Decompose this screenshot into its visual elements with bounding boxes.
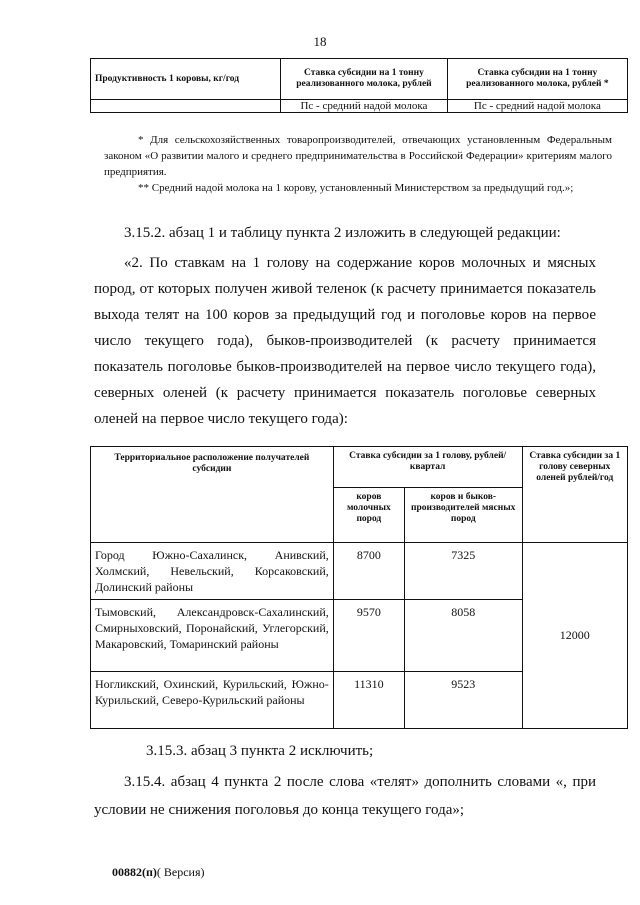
- footer-version: ( Версия): [156, 865, 205, 879]
- table2-reindeer-value: 12000: [522, 543, 627, 729]
- table1-cell: Пс - средний надой молока: [447, 100, 627, 113]
- milk-subsidy-table: [90, 58, 628, 113]
- table2-header-location: Территориальное расположение получателей субсидии: [91, 447, 334, 543]
- page-number: 18: [313, 34, 327, 49]
- paragraph-3-15-2: 3.15.2. абзац 1 и таблицу пункта 2 изложить в следующей редакции:: [124, 225, 561, 241]
- table1-header-productivity: Продуктивность 1 коровы, кг/год: [91, 59, 281, 100]
- table2-header-reindeer: Ставка субсидии за 1 голову северных оленей рублей/год: [522, 447, 627, 543]
- document-footer: [112, 865, 205, 880]
- footnote-one: * Для сельскохозяйственных товаропроизводителей, отвечающих установленным Федеральным законом «О развитии малого и среднего предпринимательства в Российской Федерации» критериям малого предприятия.: [104, 134, 612, 178]
- table1-header-rate-small: Ставка субсидии на 1 тонну реализованного молока, рублей *: [447, 59, 627, 100]
- footer-code: 00882(п): [112, 865, 157, 879]
- table2-beef-value: 8058: [404, 600, 522, 672]
- table2-beef-value: 9523: [404, 672, 522, 729]
- paragraph-3-15-4: 3.15.4. абзац 4 пункта 2 после слова «телят» дополнить словами «, при условии не снижения поголовья до конца текущего года»;: [94, 774, 596, 818]
- table2-header-rate-quarter: Ставка субсидии за 1 голову, рублей/квартал: [333, 447, 522, 488]
- table2-dairy-value: 9570: [333, 600, 404, 672]
- table2-location: Тымовский, Александровск-Сахалинский, Смирныховский, Поронайский, Углегорский, Макаровский, Томаринский районы: [91, 600, 334, 672]
- paragraph-3-15-3: 3.15.3. абзац 3 пункта 2 исключить;: [146, 743, 374, 759]
- table2-location: Ногликский, Охинский, Курильский, Южно-Курильский, Северо-Курильский районы: [91, 672, 334, 729]
- table2-dairy-value: 11310: [333, 672, 404, 729]
- footnote-two: ** Средний надой молока на 1 корову, установленный Министерством за предыдущий год.»;: [138, 182, 574, 194]
- table1-header-rate: Ставка субсидии на 1 тонну реализованного молока, рублей: [281, 59, 448, 100]
- table2-header-beef: коров и быков-производителей мясных пород: [404, 488, 522, 543]
- livestock-subsidy-table: [90, 446, 628, 729]
- table2-location: Город Южно-Сахалинск, Анивский, Холмский, Невельский, Корсаковский, Долинский районы: [91, 543, 334, 600]
- table1-cell: Пс - средний надой молока: [281, 100, 448, 113]
- table2-dairy-value: 8700: [333, 543, 404, 600]
- table1-cell: [91, 100, 281, 113]
- table2-beef-value: 7325: [404, 543, 522, 600]
- table2-header-dairy: коров молочных пород: [333, 488, 404, 543]
- paragraph-item-2: «2. По ставкам на 1 голову на содержание коров молочных и мясных пород, от которых получен живой теленок (к расчету принимается показатель выхода телят на 100 коров за предыдущий год и поголовье коров на первое число текущего года), быков-производителей (к расчету принимается показатель поголовье быков-производителей на первое число текущего года), северных оленей (к расчету принимается показатель поголовье северных оленей на первое число текущего года):: [94, 255, 596, 427]
